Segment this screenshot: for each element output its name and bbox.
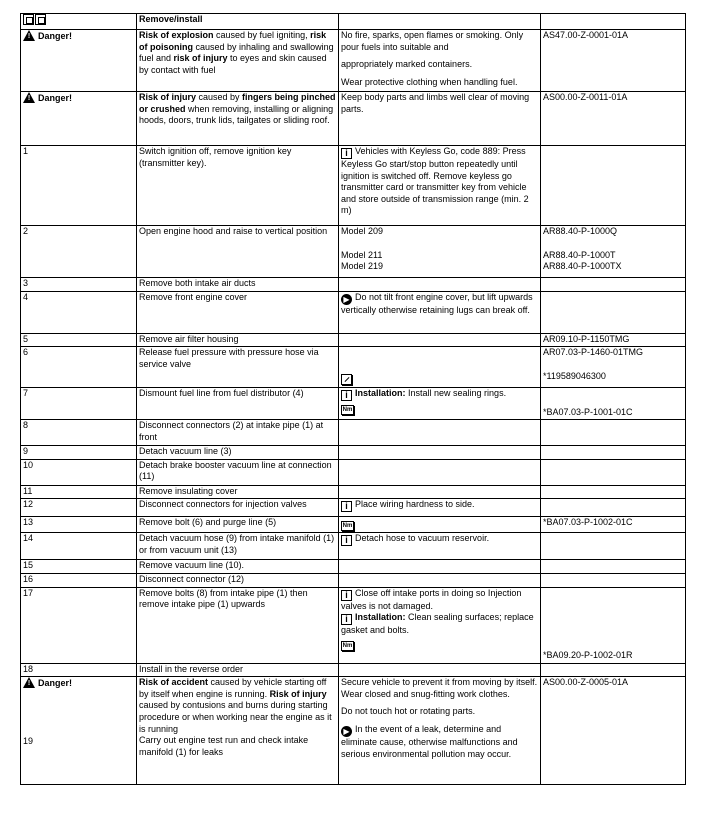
- table-row: [21, 533, 686, 560]
- step-reference: *BA07.03-P-1002-01C: [541, 517, 686, 533]
- danger-text: Risk of explosion caused by fuel igniting, risk of poisoning caused by inhaling and swallowing fuel and risk of injury to eyes and skin caused by contact with fuel: [137, 30, 339, 92]
- table-header-row: [21, 14, 686, 30]
- header-symbols: [21, 14, 137, 30]
- table-row: !Danger! Risk of explosion caused by fuel igniting, risk of poisoning caused by inhaling and swallowing fuel and risk of injury to eyes and skin caused by contact with fuel No fire, sparks, open flames or smoking. Only pour fuels into suitable and appropriately marked containers. Wear protective clothing when handling fuel. AS47.00-Z-0001-01A: [21, 30, 686, 92]
- step-action: Switch ignition off, remove ignition key (transmitter key).: [137, 146, 339, 226]
- step-number: 2: [21, 226, 137, 278]
- step-note: i Place wiring hardness to side.: [339, 499, 541, 517]
- danger-measures: Secure vehicle to prevent it from moving by itself. Wear closed and snug-fitting work clothes. Do not touch hot or rotating parts. ▶ In the event of a leak, determine and eliminate cause, otherwise malfunctions and serious environmental pollution may occur.: [339, 677, 541, 785]
- step-number: 17: [21, 587, 137, 663]
- danger-text: Risk of accident caused by vehicle starting off by itself when engine is running. Risk of injury caused by contusions and burns during starting procedure or when working near the engine as it is running Carry out engine test run and check intake manifold (1) for leaks: [137, 677, 339, 785]
- step-number: 3: [21, 278, 137, 292]
- step-number: 13: [21, 517, 137, 533]
- table-row: [21, 226, 686, 278]
- warning-triangle-icon: [23, 677, 35, 688]
- danger-reference: AS00.00-Z-0011-01A: [541, 92, 686, 146]
- manual-symbol-icon: [35, 14, 46, 25]
- step-action: Remove bolt (6) and purge line (5): [137, 517, 339, 533]
- step-number: 14: [21, 533, 137, 560]
- table-row: [21, 347, 686, 388]
- step-number: 4: [21, 291, 137, 333]
- step-note: i Installation: Install new sealing rings. Nm: [339, 388, 541, 420]
- step-reference: AR09.10-P-1150TMG: [541, 333, 686, 347]
- table-row: [21, 517, 686, 533]
- step-action: Disconnect connectors for injection valves: [137, 499, 339, 517]
- info-icon: i: [341, 501, 352, 512]
- table-row: !Danger! 19 Risk of accident caused by vehicle starting off by itself when engine is running. Risk of injury caused by contusions and burns during starting procedure or when working near the engine as it is running Carry out engine test run and check intake manifold (1) for leaks Secure vehicle to prevent it from moving by itself. Wear closed and snug-fitting work clothes. Do not touch hot or rotating parts. ▶ In the event of a leak, determine and eliminate cause, otherwise malfunctions and serious environmental pollution may occur. AS00.00-Z-0005-01A: [21, 677, 686, 785]
- step-action: Remove air filter housing: [137, 333, 339, 347]
- table-row: [21, 573, 686, 587]
- danger-measures: Keep body parts and limbs well clear of moving parts.: [339, 92, 541, 146]
- table-row: [21, 446, 686, 460]
- step-action: Open engine hood and raise to vertical position: [137, 226, 339, 278]
- step-action: Dismount fuel line from fuel distributor (4): [137, 388, 339, 420]
- info-icon: i: [341, 535, 352, 546]
- table-row: [21, 291, 686, 333]
- step-action: Remove bolts (8) from intake pipe (1) then remove intake pipe (1) upwards: [137, 587, 339, 663]
- step-note: i Detach hose to vacuum reservoir.: [339, 533, 541, 560]
- table-row: [21, 663, 686, 677]
- danger-text: Risk of injury caused by fingers being pinched or crushed when removing, installing or aligning hoods, doors, trunk lids, tailgates or sliding roof.: [137, 92, 339, 146]
- info-icon: i: [341, 390, 352, 401]
- step-number: 15: [21, 560, 137, 574]
- step-number: 1: [21, 146, 137, 226]
- step-action: Detach vacuum hose (9) from intake manifold (1) or from vacuum unit (13): [137, 533, 339, 560]
- step-reference: AR07.03-P-1460-01TMG *119589046300: [541, 347, 686, 388]
- step-action: Detach brake booster vacuum line at connection (11): [137, 459, 339, 485]
- torque-icon: Nm: [342, 407, 353, 414]
- table-row: [21, 333, 686, 347]
- step-action: Detach vacuum line (3): [137, 446, 339, 460]
- step-action: Remove front engine cover: [137, 291, 339, 333]
- step-reference: *BA07.03-P-1001-01C: [541, 388, 686, 420]
- table-row: [21, 388, 686, 420]
- table-row: !Danger! Risk of injury caused by fingers being pinched or crushed when removing, installing or aligning hoods, doors, trunk lids, tailgates or sliding roof. Keep body parts and limbs well clear of moving parts. AS00.00-Z-0011-01A: [21, 92, 686, 146]
- step-reference: *BA09.20-P-1002-01R: [541, 587, 686, 663]
- step-number: 9: [21, 446, 137, 460]
- table-row: [21, 146, 686, 226]
- special-tool-icon: [341, 374, 352, 385]
- step-action: Release fuel pressure with pressure hose via service valve: [137, 347, 339, 388]
- warning-triangle-icon: [23, 92, 35, 103]
- table-row: [21, 485, 686, 499]
- table-row: [21, 459, 686, 485]
- danger-measures: No fire, sparks, open flames or smoking. Only pour fuels into suitable and appropriately marked containers. Wear protective clothing when handling fuel.: [339, 30, 541, 92]
- table-row: [21, 499, 686, 517]
- info-icon: i: [341, 614, 352, 625]
- step-number: 16: [21, 573, 137, 587]
- danger-reference: AS47.00-Z-0001-01A: [541, 30, 686, 92]
- step-action: Remove vacuum line (10).: [137, 560, 339, 574]
- torque-icon: Nm: [342, 523, 353, 530]
- header-title: Remove/install: [137, 14, 339, 30]
- step-action: Disconnect connectors (2) at intake pipe (1) at front: [137, 420, 339, 446]
- step-note: [339, 347, 541, 388]
- step-number: 10: [21, 459, 137, 485]
- table-row: [21, 587, 686, 663]
- step-action: Remove insulating cover: [137, 485, 339, 499]
- table-row: [21, 420, 686, 446]
- step-number: 7: [21, 388, 137, 420]
- procedure-table: [20, 13, 686, 785]
- note-arrow-icon: ▶: [341, 726, 352, 737]
- step-note: i Vehicles with Keyless Go, code 889: Press Keyless Go start/stop button repeatedly until ignition is switched off. Remove keyless go transmitter card or transmitter key from vehicle and store outside of transmission range (min. 2 m): [339, 146, 541, 226]
- note-arrow-icon: ▶: [341, 294, 352, 305]
- info-icon: i: [341, 590, 352, 601]
- step-action: Install in the reverse order: [137, 663, 339, 677]
- step-models: Model 209 Model 211 Model 219: [339, 226, 541, 278]
- table-row: [21, 560, 686, 574]
- step-number: 19: [23, 736, 34, 747]
- step-number: 11: [21, 485, 137, 499]
- step-action: Disconnect connector (12): [137, 573, 339, 587]
- step-number: 5: [21, 333, 137, 347]
- warning-triangle-icon: [23, 30, 35, 41]
- step-reference: AR88.40-P-1000Q AR88.40-P-1000T AR88.40-P-1000TX: [541, 226, 686, 278]
- table-row: [21, 278, 686, 292]
- step-number: 8: [21, 420, 137, 446]
- step-action: Carry out engine test run and check intake manifold (1) for leaks: [139, 735, 309, 757]
- manual-symbol-icon: [23, 14, 34, 25]
- step-note: [339, 517, 541, 533]
- step-action: Remove both intake air ducts: [137, 278, 339, 292]
- step-number: 12: [21, 499, 137, 517]
- info-icon: i: [341, 148, 352, 159]
- step-note: ▶ Do not tilt front engine cover, but lift upwards vertically otherwise retaining lugs can break off.: [339, 291, 541, 333]
- step-number: 6: [21, 347, 137, 388]
- danger-reference: AS00.00-Z-0005-01A: [541, 677, 686, 785]
- step-note: i Close off intake ports in doing so Injection valves is not damaged. i Installation: Clean sealing surfaces; replace gasket and bolts. Nm: [339, 587, 541, 663]
- torque-icon: Nm: [342, 642, 353, 649]
- step-number: 18: [21, 663, 137, 677]
